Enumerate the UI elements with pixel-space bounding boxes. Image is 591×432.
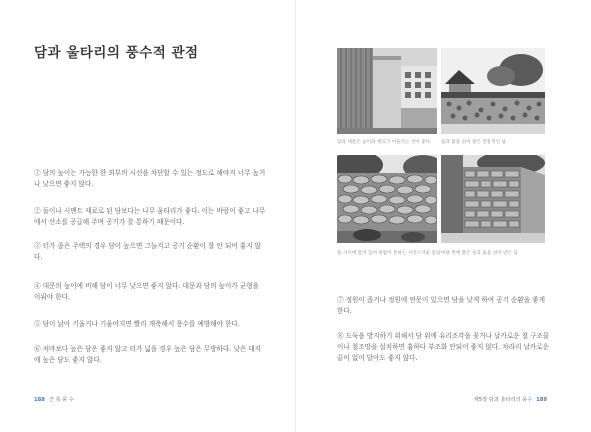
page-gutter [295,0,296,432]
wooden-gate-photo [337,48,437,134]
paragraph-2: ② 돌이나 시멘트 재료로 된 담보다는 나무 울타리가 좋다. 이는 바람이 좋고 나무에서 산소를 공급해 주며 공기가 잘 통하기 때문이다. [34,207,266,226]
left-running-head: 건 축 풍 수 [48,397,74,403]
caption-4: 마당 쪽에 쌓은 돌과 흙을 섞어 만든 담 [441,251,518,256]
paragraph-5: ⑤ 담이 낡아 기울거나 기울어지면 빨리 개축해서 풍수를 예방해야 한다. [34,320,240,328]
paragraph-4: ④ 대문의 높이에 비해 담이 너무 낮으면 좋지 않다. 대문과 담의 높이가 균형을 이뤄야 한다. [34,282,259,301]
paragraph-3: ③ 터가 좁은 주택의 경우 담이 높으면 그늘지고 공기 순환이 잘 안 되어 흉지 않다. [34,242,262,261]
paragraph-1: ① 담의 높이는 가능한 한 외부의 시선을 차단할 수 있는 정도로 해야지 너무 높거나 낮으면 좋지 않다. [34,169,266,188]
left-folio [34,396,74,403]
paragraph-8: ⑧ 도둑을 방지하기 위해서 담 위에 유리조각을 꽂거나 날카로운 철 구조물이나 철조망을 설치하면 흉하다 부조화 안되어 좋지 않다. 차라리 날카로운 끝이 없어 달아도 좋지 않다. [337,332,550,362]
paragraph-7: ⑦ 정원이 좁거나 정원에 연못이 있으면 담을 낮게 하여 공기 순환을 좋게 한다. [337,296,545,315]
paragraph-6: ⑥ 처마보다 높은 담은 좋지 않고 터가 넓을 경우 높은 담은 무방하다. 낮은 대지에 높은 담도 좋지 않다. [34,345,262,364]
caption-3: 돌 사이에 틈이 있어 바람이 통하는 자연스러운 돌담 [337,251,441,256]
traditional-wall-photo [441,48,545,134]
caption-2: 돌과 흙을 섞어 쌓은 전통적인 담 [441,140,506,145]
right-folio [474,396,547,403]
right-page-number: 189 [536,397,547,403]
caption-1: 담과 대문은 높이와 재료가 어울리는 것이 좋다. [337,140,432,145]
left-page-number: 188 [34,397,45,403]
alley-stone-wall-photo [441,155,545,243]
page-title: 담과 울타리의 풍수적 관점 [34,45,199,61]
stone-wall-photo [337,155,437,243]
right-running-head: 제5장 담과 울타리의 풍수 [473,397,533,403]
